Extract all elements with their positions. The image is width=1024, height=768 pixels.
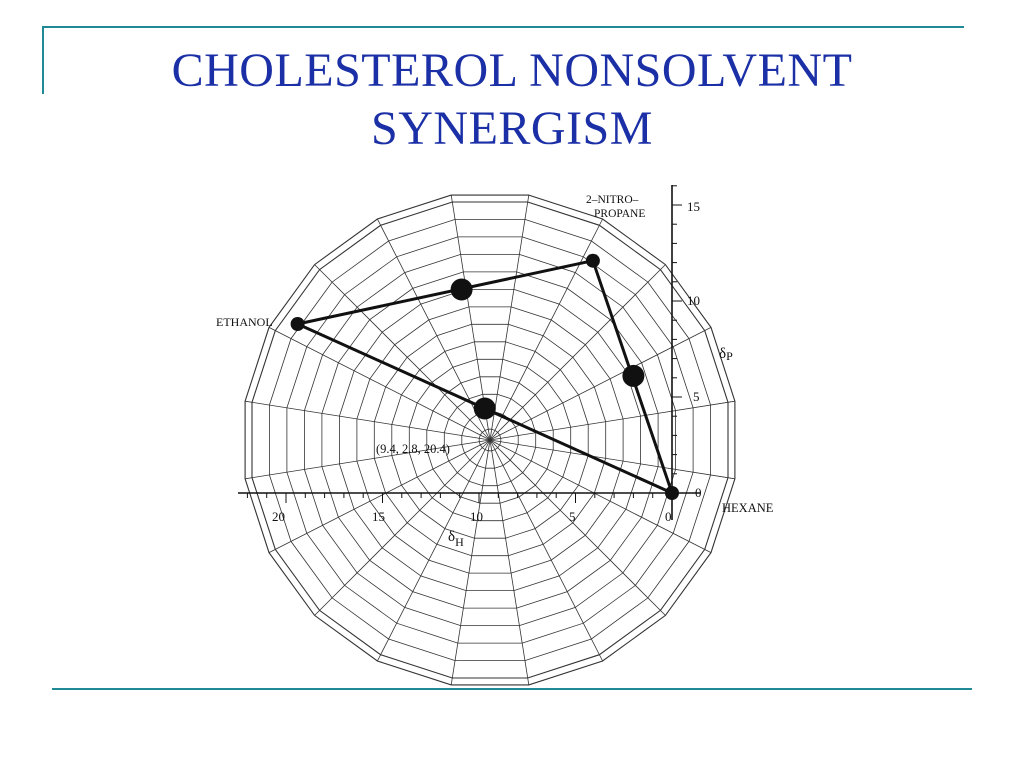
center-coordinate-label: (9.4, 2.8, 20.4): [376, 442, 450, 456]
dh-axis-label: $\delta_H$: [448, 529, 464, 549]
web-spoke: [490, 440, 735, 479]
dp-axis-ticks: [672, 186, 682, 493]
dp-tick-label-0: 0: [695, 485, 702, 500]
web-spoke: [490, 265, 665, 440]
nitropropane-label-line-2: PROPANE: [594, 208, 646, 220]
diagram-axes: [238, 185, 700, 520]
dh-tick-label-15: 15: [372, 509, 385, 524]
slide-title-line-1: CHOLESTEROL NONSOLVENT: [171, 44, 853, 97]
web-spoke: [490, 401, 735, 440]
dh-tick-label-5: 5: [569, 509, 576, 524]
web-spoke: [490, 219, 603, 440]
web-spoke: [490, 440, 665, 615]
hexane-point: [665, 486, 679, 500]
dp-axis-label: δP: [719, 346, 733, 363]
web-spoke: [490, 440, 529, 685]
polar-web-grid: [245, 195, 735, 685]
nitropropane-label-line-1: 2–NITRO–: [586, 194, 639, 206]
web-spoke: [490, 195, 529, 440]
mixture-point: [474, 398, 496, 420]
hexane-label: HEXANE: [722, 501, 774, 515]
web-spoke: [315, 440, 490, 615]
dh-axis-ticks: [247, 493, 672, 503]
web-spoke: [245, 440, 490, 479]
web-spoke: [245, 401, 490, 440]
dp-tick-label-15: 15: [687, 199, 700, 214]
mixture-point: [451, 279, 473, 301]
web-spoke: [490, 440, 603, 661]
web-spoke: [451, 440, 490, 685]
nitro-point: [586, 254, 600, 268]
web-spoke: [269, 327, 490, 440]
web-spoke: [377, 440, 490, 661]
web-spoke: [490, 327, 711, 440]
web-spoke: [377, 219, 490, 440]
dp-tick-label-10: 10: [687, 293, 700, 308]
mixture-point: [622, 365, 644, 387]
ethanol-point: [291, 317, 305, 331]
slide-title-line-2: SYNERGISM: [371, 102, 653, 155]
dh-tick-label-20: 20: [272, 509, 285, 524]
dh-tick-label-10: 10: [470, 509, 483, 524]
ethanol-label: ETHANOL: [216, 315, 273, 329]
dh-tick-label-0: 0: [665, 509, 672, 524]
bottom-accent-line: [52, 688, 972, 690]
dp-tick-label-5: 5: [693, 389, 700, 404]
